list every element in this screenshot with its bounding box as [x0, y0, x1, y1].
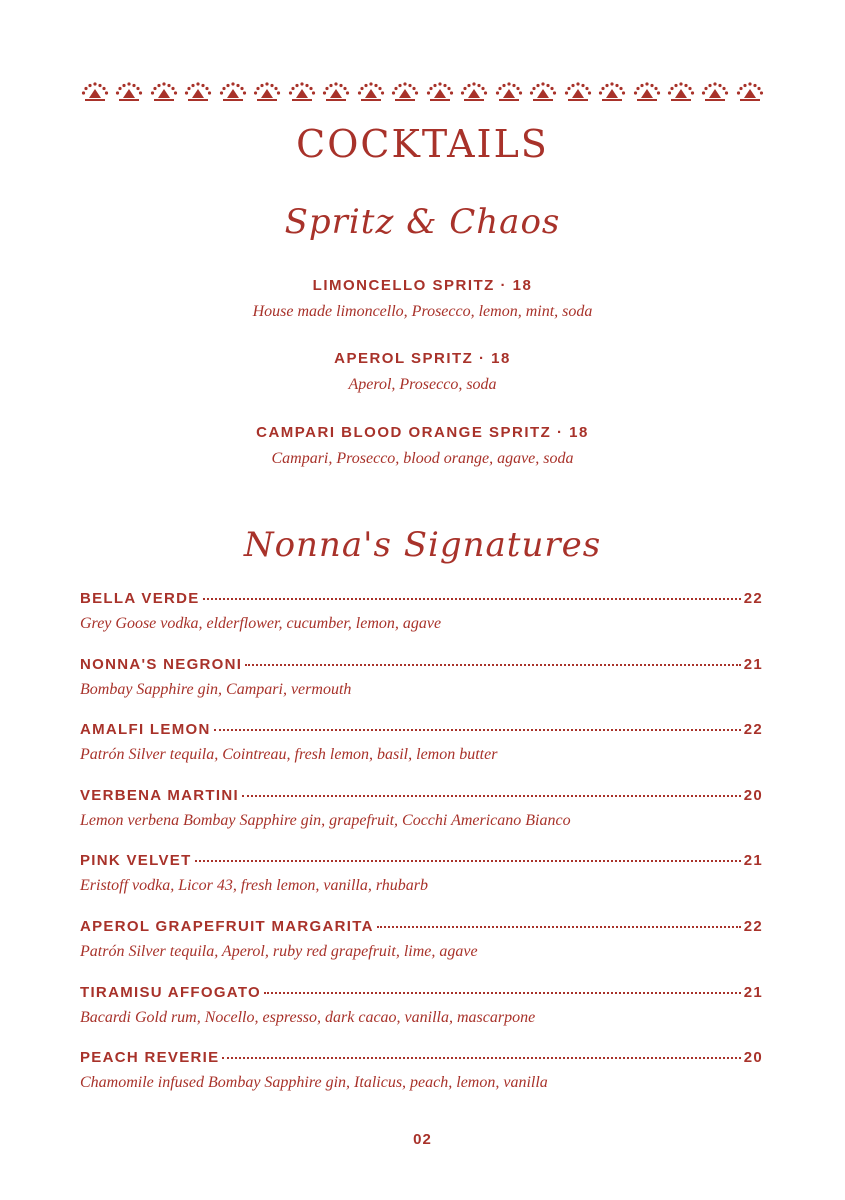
item-name: LIMONCELLO SPRITZ · 18 — [312, 277, 533, 294]
fan-motif-icon — [425, 80, 455, 102]
menu-item — [0, 424, 845, 468]
section-heading-signatures: Nonna's Signatures — [243, 525, 602, 565]
menu-item — [80, 984, 763, 1027]
item-description: Patrón Silver tequila, Cointreau, fresh lemon, basil, lemon butter — [80, 746, 498, 763]
dot-leader — [214, 729, 741, 731]
item-price: 20 — [743, 787, 763, 804]
fan-motif-icon — [183, 80, 213, 102]
item-price: 22 — [743, 721, 763, 738]
item-price: 21 — [743, 656, 763, 673]
fan-motif-icon — [700, 80, 730, 102]
item-price: 21 — [743, 852, 763, 869]
fan-motif-icon — [494, 80, 524, 102]
page-number: 02 — [413, 1131, 432, 1148]
fan-motif-icon — [80, 80, 110, 102]
dot-leader — [222, 1057, 740, 1059]
item-price: 22 — [743, 918, 763, 935]
menu-item — [80, 590, 763, 633]
item-name: APEROL GRAPEFRUIT MARGARITA — [80, 918, 374, 935]
item-name: APEROL SPRITZ · 18 — [334, 350, 511, 367]
item-description: Lemon verbena Bombay Sapphire gin, grapefruit, Cocchi Americano Bianco — [80, 812, 571, 829]
item-name: AMALFI LEMON — [80, 721, 211, 738]
item-description: Chamomile infused Bombay Sapphire gin, Italicus, peach, lemon, vanilla — [80, 1074, 548, 1091]
fan-motif-icon — [390, 80, 420, 102]
menu-item — [80, 721, 763, 764]
fan-motif-icon — [149, 80, 179, 102]
fan-motif-icon — [218, 80, 248, 102]
dot-leader — [245, 664, 740, 666]
menu-item — [80, 787, 763, 830]
item-name: PEACH REVERIE — [80, 1049, 220, 1066]
dot-leader — [264, 992, 741, 994]
item-description: House made limoncello, Prosecco, lemon, mint, soda — [252, 303, 593, 320]
menu-item — [0, 277, 845, 321]
decorative-border — [80, 80, 765, 102]
item-price: 21 — [743, 984, 763, 1001]
item-price: 22 — [743, 590, 763, 607]
item-description: Campari, Prosecco, blood orange, agave, soda — [271, 450, 574, 467]
item-price: 20 — [743, 1049, 763, 1066]
fan-motif-icon — [459, 80, 489, 102]
page-title: COCKTAILS — [296, 122, 549, 166]
item-description: Bacardi Gold rum, Nocello, espresso, dark cacao, vanilla, mascarpone — [80, 1009, 536, 1026]
menu-item — [0, 350, 845, 394]
item-description: Aperol, Prosecco, soda — [348, 376, 497, 393]
item-description: Grey Goose vodka, elderflower, cucumber, lemon, agave — [80, 615, 442, 632]
fan-motif-icon — [114, 80, 144, 102]
item-description: Eristoff vodka, Licor 43, fresh lemon, vanilla, rhubarb — [80, 877, 428, 894]
dot-leader — [377, 926, 741, 928]
menu-item — [80, 1049, 763, 1092]
fan-motif-icon — [597, 80, 627, 102]
item-name: VERBENA MARTINI — [80, 787, 239, 804]
item-name: BELLA VERDE — [80, 590, 200, 607]
menu-item — [80, 918, 763, 961]
fan-motif-icon — [666, 80, 696, 102]
item-name: PINK VELVET — [80, 852, 192, 869]
menu-item — [80, 656, 763, 699]
dot-leader — [195, 860, 741, 862]
dot-leader — [242, 795, 741, 797]
fan-motif-icon — [356, 80, 386, 102]
dot-leader — [203, 598, 741, 600]
menu-item — [80, 852, 763, 895]
fan-motif-icon — [735, 80, 765, 102]
fan-motif-icon — [563, 80, 593, 102]
fan-motif-icon — [287, 80, 317, 102]
fan-motif-icon — [252, 80, 282, 102]
item-name: NONNA'S NEGRONI — [80, 656, 243, 673]
fan-motif-icon — [528, 80, 558, 102]
fan-motif-icon — [632, 80, 662, 102]
section-heading-spritz: Spritz & Chaos — [284, 202, 561, 242]
item-description: Bombay Sapphire gin, Campari, vermouth — [80, 681, 352, 698]
item-name: TIRAMISU AFFOGATO — [80, 984, 261, 1001]
item-description: Patrón Silver tequila, Aperol, ruby red grapefruit, lime, agave — [80, 943, 478, 960]
fan-motif-icon — [321, 80, 351, 102]
item-name: CAMPARI BLOOD ORANGE SPRITZ · 18 — [256, 424, 589, 441]
